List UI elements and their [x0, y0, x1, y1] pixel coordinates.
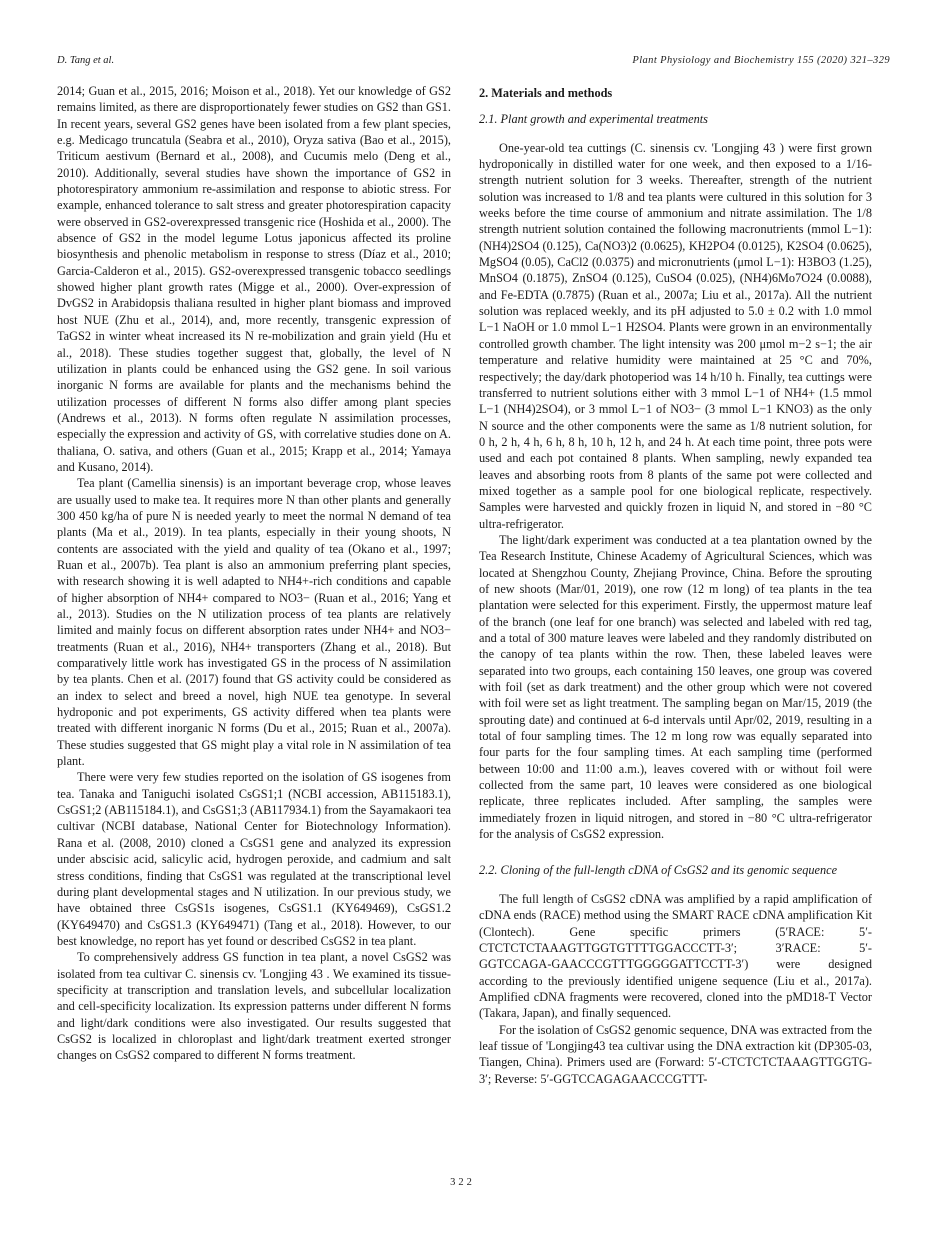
subsection-heading: 2.2. Cloning of the full-length cDNA of CsGS2 and its genomic sequence [479, 863, 838, 878]
right-column [479, 83, 872, 1087]
running-head-journal: Plant Physiology and Biochemistry 155 (2020) 321–329 [632, 55, 890, 66]
paragraph: To comprehensively address GS function in tea plant, a novel CsGS2 was isolated from tea cultivar C. sinensis cv. 'Longjing 43 . We examined its tissue-specificity at transcription and translation levels, and subcellular localization and cell-specificity localization. Its expression patterns under different N forms and light/dark conditions were also investigated. Our results suggested that CsGS2 is localized in chloroplast and light/dark treatment exerted stronger changes on CsGS2 compared to different N forms treatment. [57, 950, 451, 1063]
running-head-authors: D. Tang et al. [57, 55, 115, 66]
page-number: 322 [450, 1177, 475, 1188]
paragraph: For the isolation of CsGS2 genomic sequence, DNA was extracted from the leaf tissue of 'Longjing43 tea cultivar using the DNA extraction kit (DP305-03, Tiangen, China). Primers used are (Forward: 5′-CTCTCTCTAAAGTTGGTG-3′; Reverse: 5′-GGTCCAGAGAACCCGTTT- [479, 1022, 872, 1086]
subsection-heading: 2.1. Plant growth and experimental treatments [479, 112, 708, 127]
paragraph: Tea plant (Camellia sinensis) is an important beverage crop, whose leaves are usually used to make tea. It requires more N than other plants and generally 300 450 kg/ha of pure N is needed yearly to meet the normal N demand of tea plants (Ma et al., 2019). In tea plants, especially in their young shoots, N contents are associated with the yield and quality of tea (Okano et al., 1997; Ruan et al., 2007b). Tea plant is also an ammonium preferring plant species, with research showing it is well adapted to NH4+-rich conditions and capable of higher absorption of NH4+ compared to NO3− (Ruan et al., 2016; Yang et al., 2013). Studies on the N utilization process of tea plants are relatively limited and mainly focus on different absorption rates under NH4+ and NO3− treatments (Ruan et al., 2016), NH4+ transporters (Zhang et al., 2018). But comparatively little work has investigated GS in the process of N assimilation by tea plants. Chen et al. (2017) found that GS activity could be considered as an index to select and breed a novel, high NUE tea genotype. In several hydroponic and pot experiments, GS activity differed when tea plants were treated with different inorganic N forms (Du et al., 2015; Ruan et al., 2007a). These studies suggested that GS might play a vital role in N assimilation of tea plant. [57, 476, 451, 769]
paragraph: The light/dark experiment was conducted at a tea plantation owned by the Tea Research Institute, Chinese Academy of Agricultural Sciences, which was located at Shengzhou County, Zhejiang Province, China. Before the sprouting of new shoots (Mar/01, 2019), one row (12 m long) of tea plants in the tea plantation were selected for this experiment. Firstly, the uppermost mature leaf of the branch (one leaf for one branch) was selected and labeled with red tag, and a total of 300 mature leaves were labeled and they randomly distributed on the canopy of tea plants within the row. Then, these labeled leaves were separated into two groups, each containing 150 leaves, one group was covered with foil (set as dark treatment) and the other group which were not covered with foil were set as light treatment. The sampling began on Mar/15, 2019 (the sprouting date) and continued at 6-d intervals until Apr/02, 2019, resulting in a total of four sampling times. The 12 m long row was equally separated into four parts for the four sampling times. At each sampling time (performed between 10:00 and 11:00 a.m.), leaves covered with or without foil were collected from the same part, 10 leaves were considered as one biological replicate, three replicates included. After sampling, the samples were immediately frozen in liquid nitrogen, and stored in −80 °C ultra-refrigerator for the analysis of CsGS2 expression. [479, 532, 872, 842]
paragraph: One-year-old tea cuttings (C. sinensis cv. 'Longjing 43 ) were first grown hydroponically in distilled water for one week, and then exposed to a 1/16-strength nutrient solution for 3 weeks. Thereafter, strength of the nutrient solution was increased to 1/8 and tea plants were cultured in this solution for 3 weeks before the time course of ammonium and nitrate assimilation. The 1/8 strength nutrient solution contained the following macronutrients (mmol L−1): (NH4)2SO4 (0.125), Ca(NO3)2 (0.0625), KH2PO4 (0.0125), K2SO4 (0.0625), MgSO4 (0.05), CaCl2 (0.0375) and micronutrients (μmol L−1): H3BO3 (1.25), MnSO4 (0.1875), ZnSO4 (0.125), CuSO4 (0.025), (NH4)6Mo7O24 (0.0088), and Fe-EDTA (0.7875) (Ruan et al., 2007a; Liu et al., 2017a). All the nutrient solution was replaced weekly, and its pH adjusted to 5.0 ± 0.2 with 1.0 mmol L−1 NaOH or 1.0 mmol L−1 H2SO4. Plants were grown in an environmentally controlled growth chamber. The light intensity was 200 μmol m−2 s−1; the air temperature and relative humidity were maintained at 25 °C and 70%, respectively; the day/dark photoperiod was 14 h/10 h. Finally, tea cuttings were transferred to nutrient solutions either with 3 mmol L−1 of NH4+ (1.5 mmol L−1 (NH4)2SO4), or 3 mmol L−1 of NO3− (3 mmol L−1 KNO3) as the only N source and the other components were the same as 1/8 nutrient solution, for 0 h, 2 h, 4 h, 6 h, 8 h, 10 h, 12 h, and 24 h. At each time point, three pots were used and each pot contained 8 plants. When sampling, newly expanded tea leaves and absorbing roots from 8 plants of the same pot were collected and mixed together as a sample pool for one biological replicate, respectively. Samples were harvested and quickly frozen in liquid N, and stored in −80 °C ultra-refrigerator. [479, 140, 872, 531]
section-heading: 2. Materials and methods [479, 86, 613, 100]
paragraph: 2014; Guan et al., 2015, 2016; Moison et al., 2018). Yet our knowledge of GS2 remains limited, as there are disproportionately fewer studies on GS2 than GS1. In recent years, several GS2 genes have been isolated from a few plant species, e.g. Medicago truncatula (Seabra et al., 2010), Oryza sativa (Bao et al., 2015), Triticum aestivum (Bernard et al., 2008), and Cucumis melo (Deng et al., 2010). Additionally, several studies have shown the importance of GS2 in photorespiratory ammonium re-assimilation and response to abiotic stress. For example, enhanced tolerance to salt stress and greater photorespiration capacity were observed in GS2-overexpressed transgenic rice (Hoshida et al., 2000). The absence of GS2 in the model legume Lotus japonicus affected its proline biosynthesis and phenolic metabolism in response to stress (Díaz et al., 2010; Garcia-Calderon et al., 2015). GS2-overexpressed transgenic tobacco seedlings showed higher plant growth rates (Migge et al., 2000). Over-expression of DvGS2 in Arabidopsis thaliana resulted in higher plant biomass and improved host NUE (Zhu et al., 2014), and, more recently, transgenic expression of TaGS2 in winter wheat increased its N re-mobilization and grain yield (Hu et al., 2018). These studies together suggest that, globally, the level of N utilization in plants could be enhanced using the GS2 gene. In soil various inorganic N forms are available for plants and the mechanisms behind the utilization processes of different N forms also differ among plant species (Andrews et al., 2013). N forms often regulate N assimilation processes, especially the expression and activity of GS, with correlative studies done on A. thaliana, O. sativa, and others (Guan et al., 2015; Krapp et al., 2014; Yamaya and Kusano, 2014). [57, 84, 451, 474]
paragraph: There were very few studies reported on the isolation of GS isogenes from tea. Tanaka and Taniguchi isolated CsGS1;1 (NCBI accession, AB115183.1), CsGS1;2 (AB115184.1), and CsGS1;3 (AB117934.1) from the Sayamakaori tea cultivar (NCBI database, National Center for Biotechnology Information). Rana et al. (2008, 2010) cloned a CsGS1 gene and analyzed its expression under abscisic acid, salicylic acid, hydrogen peroxide, and cadmium and salt stress conditions, finding that CsGS1 was regulated at the transcriptional level during plant developmental stages and N utilization. In our previous study, we have obtained three CsGS1s isogenes, CsGS1.1 (KY649469), CsGS1.2 (KY649470) and CsGS1.3 (KY649471) (Tang et al., 2018). However, to our best knowledge, no report has yet found or described CsGS2 in tea plant. [57, 770, 451, 948]
left-column [57, 83, 451, 1064]
paragraph: The full length of CsGS2 cDNA was amplified by a rapid amplification of cDNA ends (RACE) method using the SMART RACE cDNA amplification Kit (Clontech). Gene specific primers (5′RACE: 5′-CTCTCTCTAAAGTTGGTGTTTTGGACCCTT-3′; 3′RACE: 5′-GGTCCAGA-GAACCCGTTTGGGGGATTCCTT-3′) were designed according to the previously identified unigene sequence (Liu et al., 2017a). Amplified cDNA fragments were recovered, cloned into the pMD18-T Vector (Takara, Japan), and finally sequenced. [479, 891, 872, 1021]
